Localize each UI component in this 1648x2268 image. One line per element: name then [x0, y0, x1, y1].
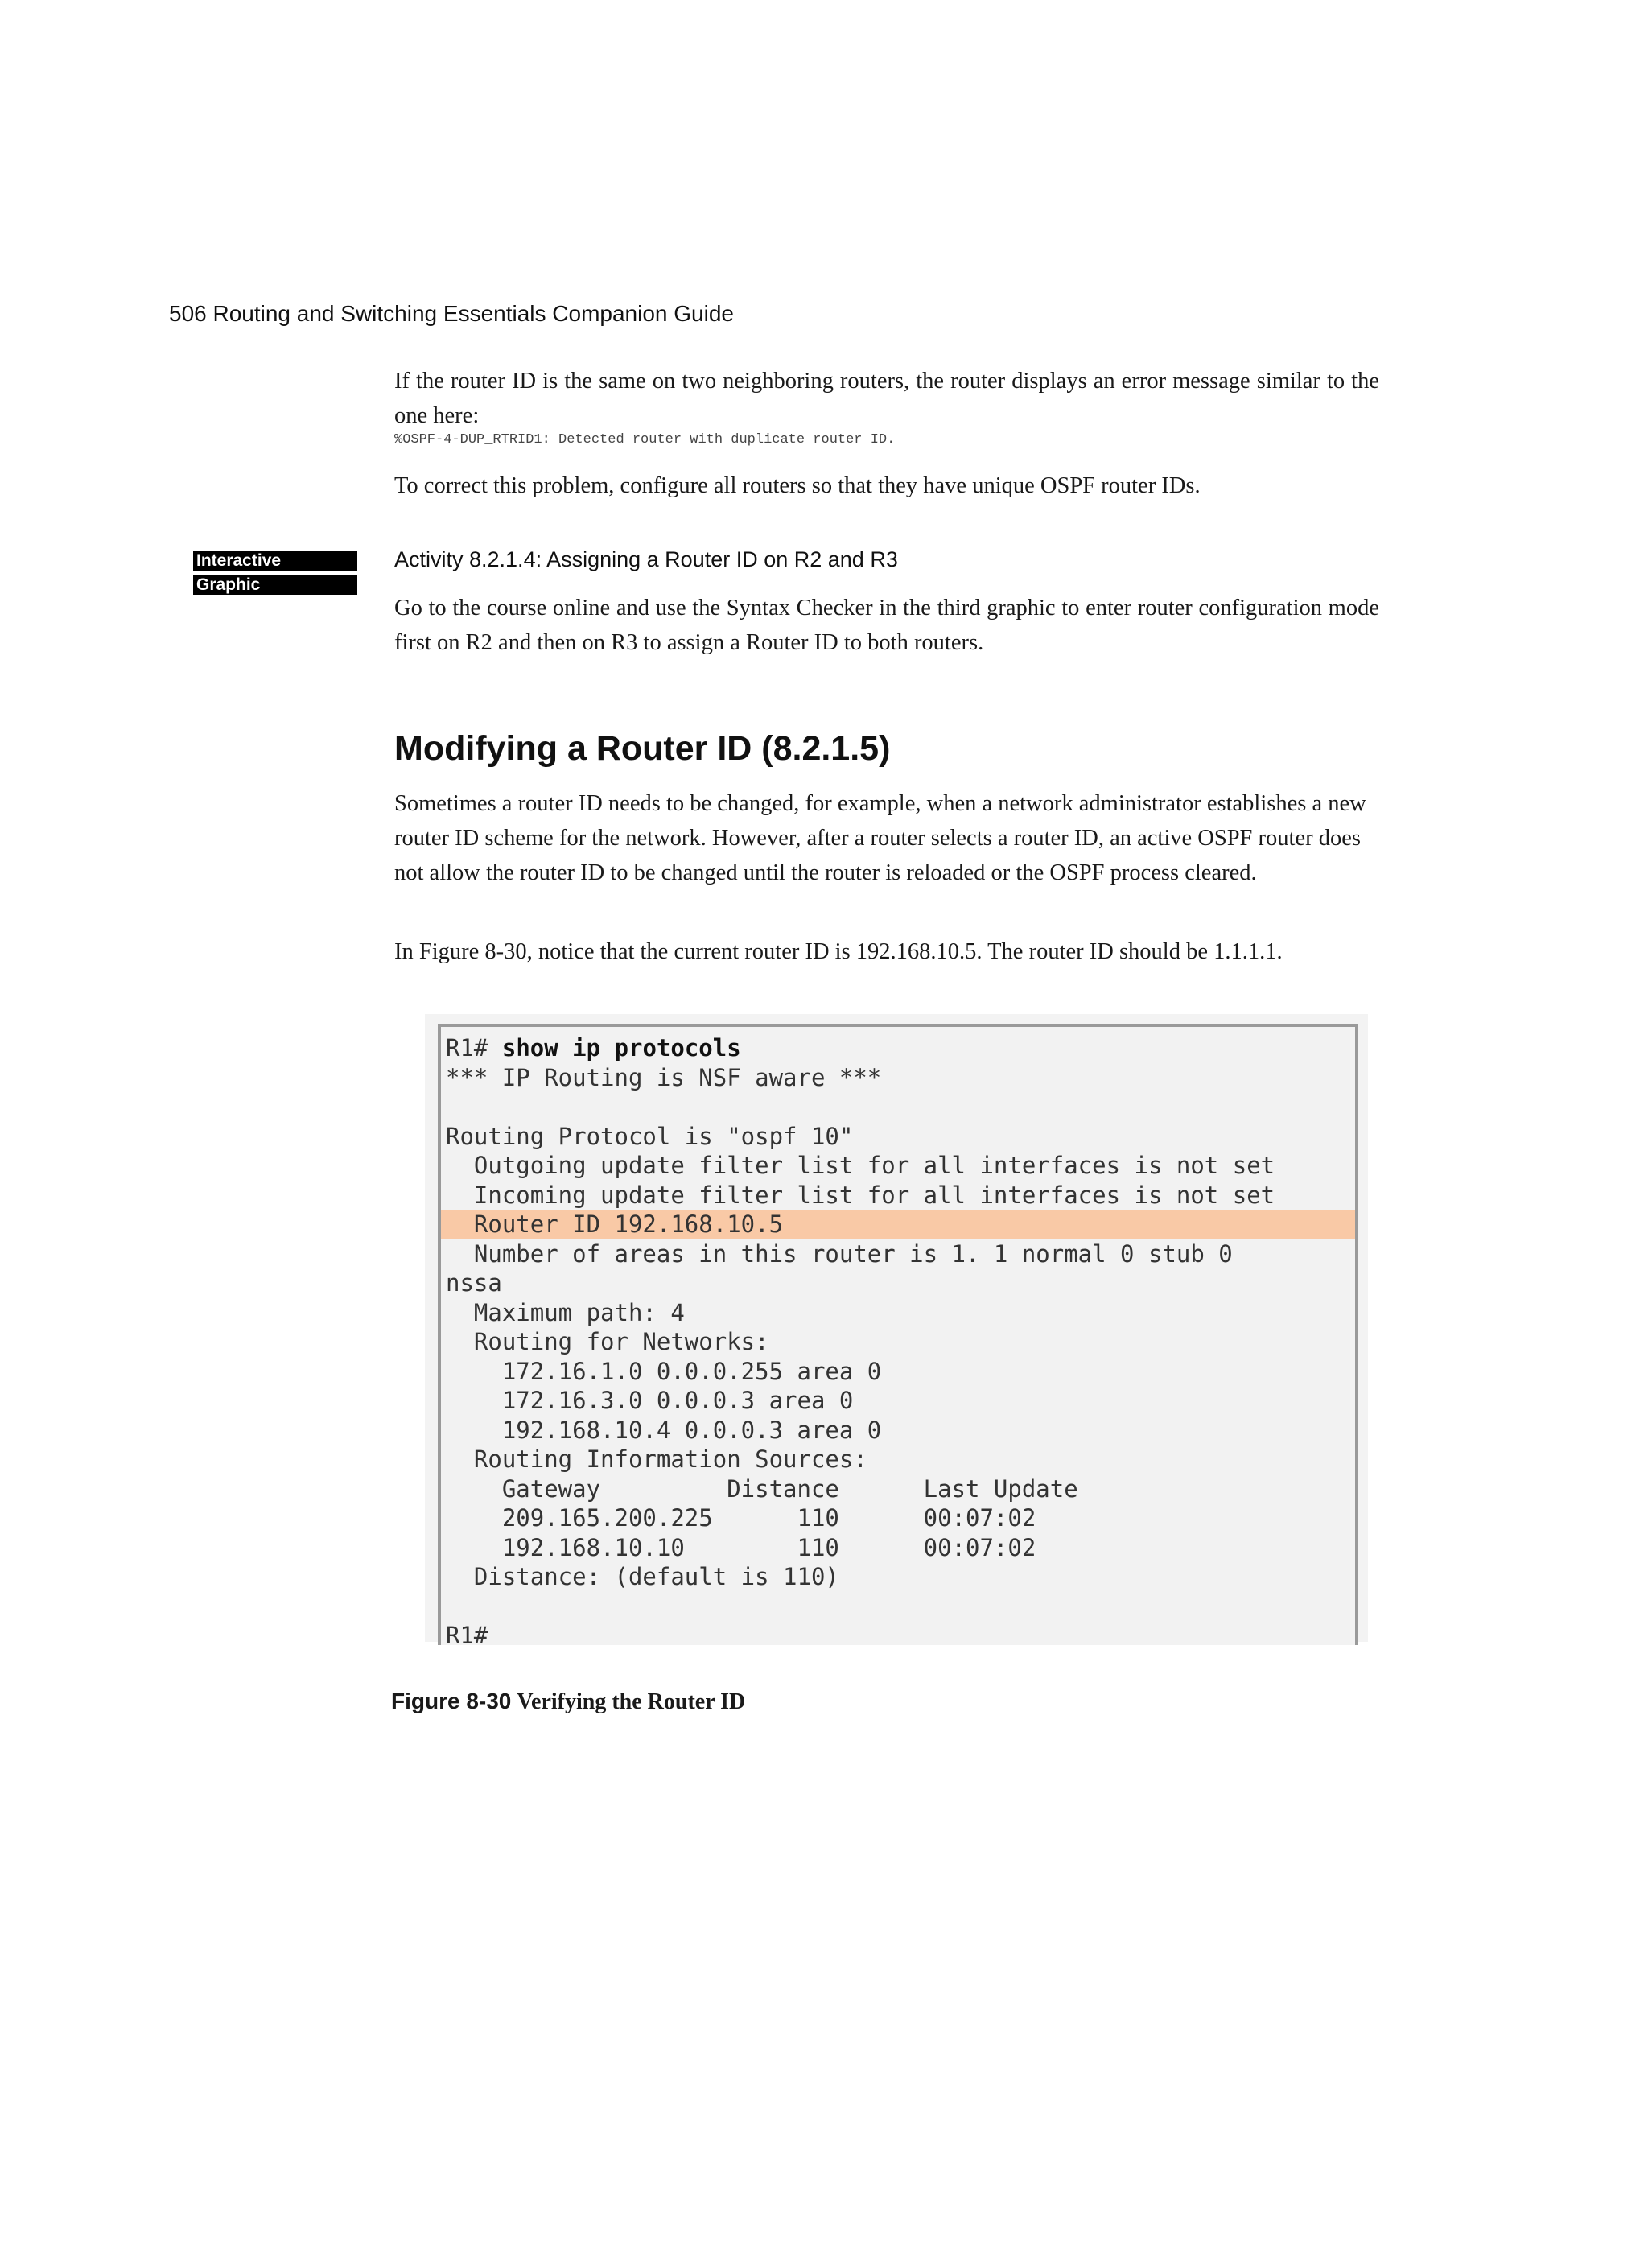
figure-label: Figure 8-30 — [391, 1689, 512, 1713]
terminal-line: Number of areas in this router is 1. 1 normal 0 stub 0 — [446, 1239, 1233, 1268]
terminal-line: *** IP Routing is NSF aware *** — [446, 1063, 882, 1091]
activity-title: Activity 8.2.1.4: Assigning a Router ID on R2 and R3 — [394, 547, 898, 571]
terminal-line: R1# — [446, 1622, 488, 1649]
terminal-line: Outgoing update filter list for all interfaces is not set — [446, 1152, 1275, 1179]
section-heading: Modifying a Router ID (8.2.1.5) — [394, 729, 891, 768]
section-paragraph-2: In Figure 8-30, notice that the current router ID is 192.168.10.5. The router ID should be 1.1.1.1. — [394, 939, 1283, 964]
terminal-command-line — [441, 1033, 1355, 1063]
activity-body: Go to the course online and use the Syntax Checker in the third graphic to enter router configuration mode first on R2 and then on R3 to assign a Router ID to both routers. — [394, 596, 1379, 655]
terminal-command: show ip protocols — [501, 1034, 741, 1062]
terminal-lines — [441, 1033, 1355, 1651]
interactive-badge: Interactive — [193, 551, 357, 571]
terminal-line: Routing Protocol is "ospf 10" — [446, 1122, 854, 1150]
section-paragraph-1: Sometimes a router ID needs to be changed, for example, when a network administrator establishes a new router ID scheme for the network. However, after a router selects a router ID, an active OSPF router does not allow the router ID to be changed until the router is reloaded or the OSPF process cleared. — [394, 791, 1366, 885]
figure-screenshot — [425, 1014, 1368, 1649]
terminal-line: 172.16.3.0 0.0.0.3 area 0 — [446, 1387, 854, 1414]
terminal-line: Gateway Distance Last Update — [446, 1474, 1078, 1503]
error-message: %OSPF-4-DUP_RTRID1: Detected router with duplicate router ID. — [394, 432, 896, 447]
terminal-prompt: R1# — [446, 1034, 488, 1062]
terminal-line-router-id: Router ID 192.168.10.5 — [441, 1210, 1355, 1239]
running-header: 506 Routing and Switching Essentials Companion Guide — [169, 301, 734, 326]
terminal-line: Distance: (default is 110) — [446, 1563, 839, 1590]
terminal-line: nssa — [446, 1269, 502, 1297]
terminal-line: 192.168.10.4 0.0.0.3 area 0 — [446, 1416, 882, 1444]
terminal-line: Incoming update filter list for all interfaces is not set — [446, 1181, 1275, 1209]
figure-title: Verifying the Router ID — [517, 1689, 746, 1714]
terminal-line: 192.168.10.10 110 00:07:02 — [446, 1533, 1036, 1561]
terminal-line: 209.165.200.225 110 00:07:02 — [446, 1504, 1036, 1532]
terminal-output — [438, 1024, 1358, 1649]
paragraph-duplicate-id: If the router ID is the same on two neighboring routers, the router displays an error message similar to the one here: — [394, 369, 1379, 428]
terminal-line: Routing Information Sources: — [446, 1445, 867, 1473]
paragraph-correct-problem: To correct this problem, configure all routers so that they have unique OSPF router IDs. — [394, 473, 1201, 498]
terminal-line — [441, 1092, 1355, 1122]
terminal-line: Routing for Networks: — [446, 1328, 769, 1355]
graphic-badge: Graphic — [193, 575, 357, 595]
terminal-line: Maximum path: 4 — [446, 1298, 685, 1326]
terminal-line: 172.16.1.0 0.0.0.255 area 0 — [446, 1357, 882, 1385]
terminal-line — [441, 1592, 1355, 1622]
figure-caption — [391, 1689, 745, 1715]
